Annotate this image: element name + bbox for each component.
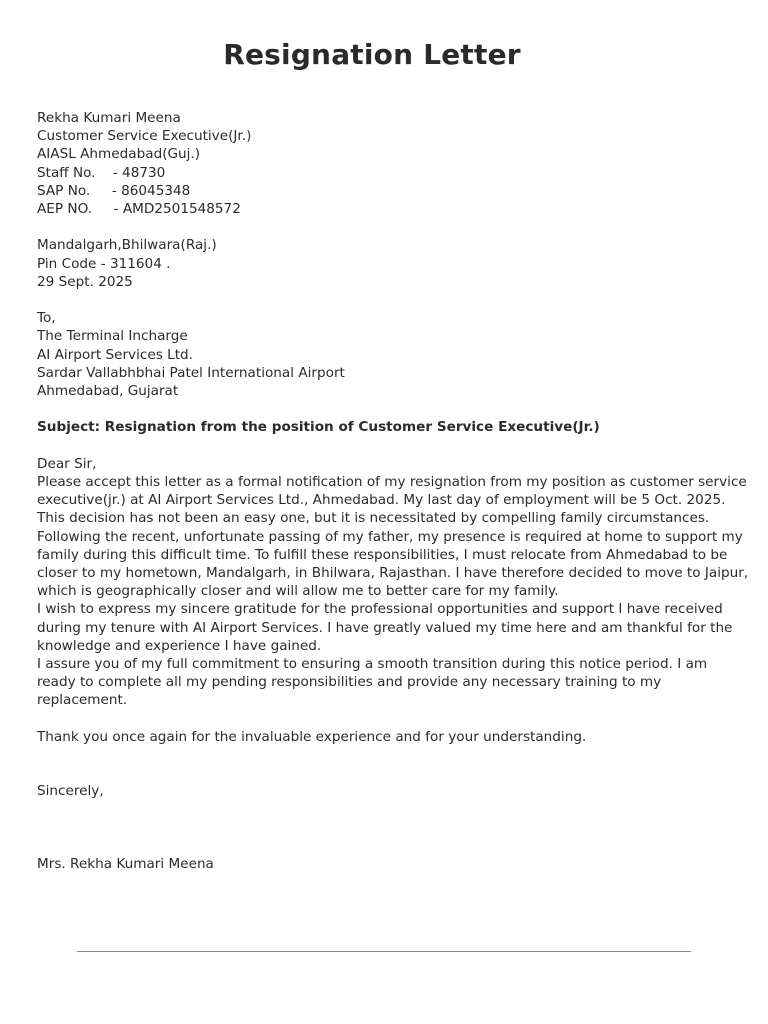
thanks-line: Thank you once again for the invaluable experience and for your understanding.	[37, 728, 587, 745]
recipient-to: To,	[37, 310, 56, 327]
spacer	[37, 746, 749, 782]
sap-number: SAP No. - 86045348	[37, 182, 191, 199]
aep-number: AEP NO. - AMD2501548572	[37, 201, 241, 218]
recipient-line-3: Sardar Vallabhbhai Patel International Airport	[37, 364, 345, 381]
signature-name: Mrs. Rekha Kumari Meena	[37, 856, 214, 873]
recipient-line-2: AI Airport Services Ltd.	[37, 346, 193, 363]
spacer	[37, 400, 749, 418]
body-paragraph-3: I wish to express my sincere gratitude for the professional opportunities and support I have received during my tenure with AI Airport Services. I have greatly valued my time here and am thankful for the knowledge and experience I have gained.	[37, 601, 733, 654]
letter-subject: Subject: Resignation from the position of Customer Service Executive(Jr.)	[37, 419, 600, 436]
address-place: Mandalgarh,Bhilwara(Raj.)	[37, 237, 217, 254]
sender-designation: Customer Service Executive(Jr.)	[37, 128, 252, 145]
staff-number: Staff No. - 48730	[37, 164, 166, 181]
sender-station: AIASL Ahmedabad(Guj.)	[37, 146, 201, 163]
spacer	[37, 291, 749, 309]
spacer	[37, 437, 749, 455]
letter-body	[37, 109, 749, 873]
sign-off: Sincerely,	[37, 783, 104, 800]
salutation: Dear Sir,	[37, 455, 97, 472]
signature-space	[37, 801, 749, 856]
recipient-line-4: Ahmedabad, Gujarat	[37, 383, 179, 400]
body-paragraph-1: Please accept this letter as a formal notification of my resignation from my position as customer service executive(jr.) at AI Airport Services Ltd., Ahmedabad. My last day of employment will be 5 Oct. 2025.	[37, 474, 747, 509]
body-paragraph-4: I assure you of my full commitment to ensuring a smooth transition during this notice period. I am ready to complete all my pending responsibilities and provide any necessary training to my replacement.	[37, 656, 708, 709]
body-paragraph-2: This decision has not been an easy one, but it is necessitated by compelling family circumstances. Following the recent, unfortunate passing of my father, my presence is required at home to support my family during this difficult time. To fulfill these responsibilities, I must relocate from Ahmedabad to be closer to my hometown, Mandalgarh, in Bhilwara, Rajasthan. I have therefore decided to move to Jaipur, which is geographically closer and will allow me to better care for my family.	[37, 510, 749, 600]
page-title: Resignation Letter	[223, 38, 521, 71]
spacer	[37, 218, 749, 236]
footer-divider	[77, 951, 691, 952]
spacer	[37, 710, 749, 728]
letter-date: 29 Sept. 2025	[37, 273, 133, 290]
address-pin: Pin Code - 311604 .	[37, 255, 171, 272]
sender-name: Rekha Kumari Meena	[37, 110, 181, 126]
recipient-line-1: The Terminal Incharge	[37, 328, 188, 345]
